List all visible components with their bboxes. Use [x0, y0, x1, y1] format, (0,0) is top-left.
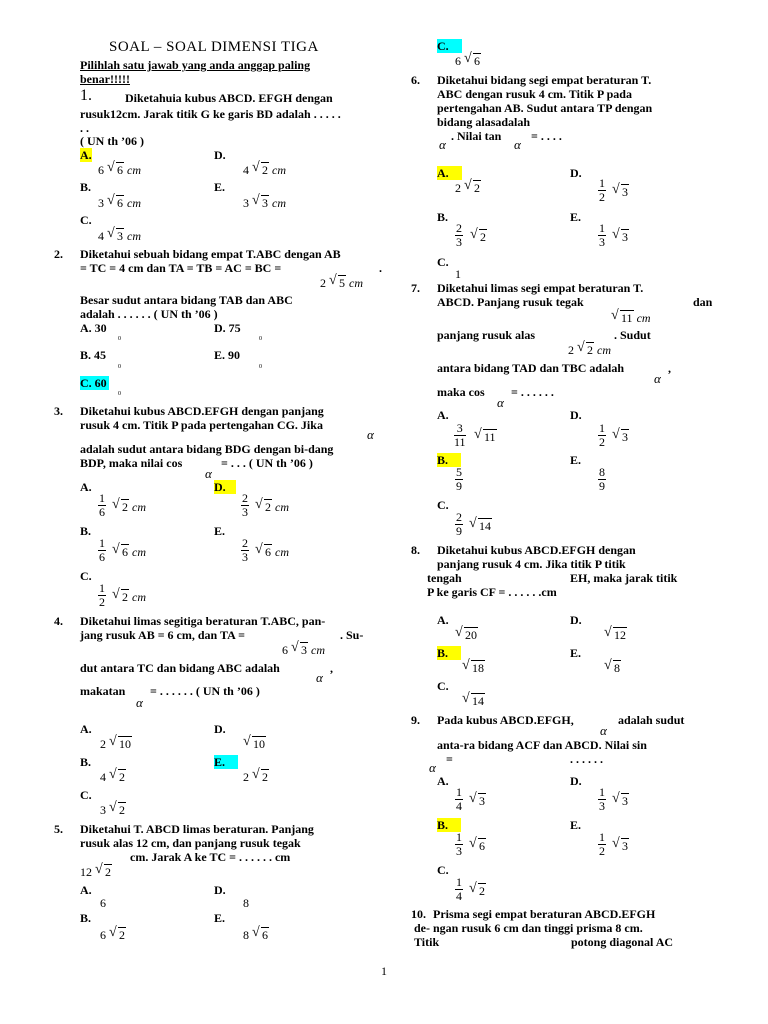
q3-option-c-fraction: 1 2 [99, 581, 105, 609]
q1-option-d-value: 4 √ 2 cm [243, 163, 286, 177]
q5-option-e-label: E. [214, 911, 226, 925]
q1-option-c-label: C. [80, 213, 92, 227]
q7-line-2: ABCD. Panjang rusuk tegak [437, 295, 584, 309]
q1-line-4: ( UN th ’06 ) [80, 134, 144, 148]
q4-option-d-label: D. [214, 722, 226, 736]
q3-line-1: Diketahui kubus ABCD.EFGH dengan panjang [80, 404, 324, 418]
q3-option-d-fraction: 2 3 [242, 491, 248, 519]
q2-line-1: Diketahui sebuah bidang empat T.ABC dengan AB [80, 247, 341, 261]
q9-line-1-end: adalah sudut [618, 713, 685, 727]
q1-line-1: Diketahuia kubus ABCD. EFGH dengan [125, 91, 333, 105]
q8-option-b-value: √ 18 [462, 661, 485, 675]
q4-option-b-label: B. [80, 755, 92, 769]
q10-line-2: de- ngan rusuk 6 cm dan tinggi prisma 8 cm. [414, 921, 643, 935]
q7-line-1: Diketahui limas segi empat beraturan T. [437, 281, 644, 295]
q2-number: 2. [54, 247, 63, 261]
q9-line-1: Pada kubus ABCD.EFGH, [437, 713, 574, 727]
q8-line-1: Diketahui kubus ABCD.EFGH dengan [437, 543, 636, 557]
q9-number: 9. [411, 713, 420, 727]
q2-option-e-degree: 0 [259, 364, 262, 370]
q6-option-b-root: √ 2 [470, 230, 487, 244]
q5-math-value: 12 √ 2 [80, 865, 112, 879]
q2-option-c: C. 60 [80, 376, 107, 390]
q7-option-c-label: C. [437, 498, 449, 512]
q5-number: 5. [54, 822, 63, 836]
q10-number: 10. [411, 907, 426, 921]
q3-alpha-1: α [367, 427, 374, 442]
instruction-line-1: Pilihlah satu jawab yang anda anggap paling [80, 58, 311, 72]
q6-alpha-2: α [514, 137, 521, 152]
q8-option-d-label: D. [570, 613, 582, 627]
q6-option-d-label: D. [570, 166, 582, 180]
q8-option-e-value: √ 8 [604, 661, 621, 675]
q7-option-e-label: E. [570, 453, 582, 467]
q5-option-b-value: 6 √ 2 [100, 928, 126, 942]
q3-line-3: adalah sudut antara bidang BDG dengan bi-dang [80, 442, 334, 456]
q7-option-e-fraction: 8 9 [599, 465, 605, 493]
q6-option-d-fraction: 1 2 [599, 176, 605, 204]
q8-option-e-label: E. [570, 646, 582, 660]
q4-alpha-2: α [136, 695, 143, 710]
q5-option-c-label: C. [437, 39, 462, 53]
q2-math-value: 2 √ 5 cm [320, 276, 363, 290]
q10-line-3b: potong diagonal AC [571, 935, 674, 949]
q4-option-a-label: A. [80, 722, 92, 736]
q4-line-4: makatan [80, 684, 126, 698]
q9-option-b-root: √ 6 [469, 839, 486, 853]
q9-option-a-label: A. [437, 774, 449, 788]
q6-option-d-root: √ 3 [612, 185, 629, 199]
q7-option-d-fraction: 1 2 [599, 421, 605, 449]
q9-option-e-fraction: 1 2 [599, 830, 605, 858]
q9-line-2: anta-ra bidang ACF dan ABCD. Nilai sin [437, 738, 647, 752]
q1-option-a-value: 6 √ 6 cm [98, 163, 141, 177]
q2-line-2-end: . [379, 261, 382, 275]
q6-option-e-fraction: 1 3 [599, 221, 605, 249]
q3-option-a-fraction: 1 6 [99, 491, 105, 519]
q1-line-2: rusuk12cm. Jarak titik G ke garis BD adalah . . . . . [80, 107, 341, 121]
q7-line-4: antara bidang TAD dan TBC adalah [437, 361, 625, 375]
q1-option-e-value: 3 √ 3 cm [243, 196, 286, 210]
q6-option-a-label: A. [437, 166, 462, 180]
q2-option-d-degree: 0 [259, 336, 262, 342]
q9-option-d-root: √ 3 [612, 794, 629, 808]
q9-alpha-1: α [600, 723, 607, 738]
q3-option-c-label: C. [80, 569, 92, 583]
q7-line-4-end: , [668, 361, 671, 375]
q3-line-4: BDP, maka nilai cos [80, 456, 183, 470]
q5-option-b-label: B. [80, 911, 92, 925]
q10-line-1: Prisma segi empat beraturan ABCD.EFGH [433, 907, 656, 921]
q5-option-d-value: 8 [243, 896, 249, 910]
instruction-line-2: benar!!!!! [80, 72, 130, 86]
q3-option-d-root: √ 2 cm [255, 500, 289, 514]
q7-alpha-1: α [654, 371, 661, 386]
q8-option-a-label: A. [437, 613, 449, 627]
q7-math-1: √ 11 cm [611, 311, 651, 325]
q8-line-3b: EH, maka jarak titik [570, 571, 678, 585]
q1-number: 1. [80, 87, 92, 104]
q5-line-3: cm. Jarak A ke TC = . . . . . . cm [130, 850, 291, 864]
q3-option-c-root: √ 2 cm [112, 590, 146, 604]
q2-line-2: = TC = 4 cm dan TA = TB = AC = BC = [80, 261, 282, 275]
q3-option-b-label: B. [80, 524, 92, 538]
q2-line-4: adalah . . . . . . ( UN th ’06 ) [80, 307, 218, 321]
q3-option-a-root: √ 2 cm [112, 500, 146, 514]
q4-option-b-value: 4 √ 2 [100, 770, 126, 784]
q3-option-e-root: √ 6 cm [255, 545, 289, 559]
q8-option-c-value: √ 14 [462, 694, 485, 708]
q4-option-e-value: 2 √ 2 [243, 770, 269, 784]
q6-option-e-label: E. [570, 210, 582, 224]
q6-number: 6. [411, 73, 420, 87]
q8-line-3a: tengah [427, 571, 462, 585]
q8-line-2: panjang rusuk 4 cm. Jika titik P titik [437, 557, 626, 571]
q4-line-4-end: = . . . . . . ( UN th ’06 ) [150, 684, 260, 698]
q9-option-c-root: √ 2 [469, 884, 486, 898]
q9-option-d-fraction: 1 3 [599, 785, 605, 813]
q4-number: 4. [54, 614, 63, 628]
q8-option-a-value: √ 20 [455, 628, 478, 642]
q6-line-4: bidang alasadalah [437, 115, 531, 129]
page-title: SOAL – SOAL DIMENSI TIGA [109, 39, 319, 55]
q4-alpha-1: α [316, 670, 323, 685]
q10-line-3a: Titik [414, 935, 440, 949]
q9-option-e-root: √ 3 [612, 839, 629, 853]
q9-option-d-label: D. [570, 774, 582, 788]
q7-alpha-2: α [497, 395, 504, 410]
q3-option-e-label: E. [214, 524, 226, 538]
q7-option-c-fraction: 2 9 [456, 510, 462, 538]
q2-option-b-degree: 0 [118, 364, 121, 370]
q2-option-a: A. 30 [80, 321, 107, 335]
q6-alpha-1: α [439, 137, 446, 152]
q9-line-3: = [446, 752, 453, 766]
q4-math-value: 6 √ 3 cm [282, 643, 325, 657]
q6-option-b-fraction: 2 3 [456, 221, 462, 249]
q7-option-a-fraction: 3 11 [454, 421, 466, 449]
q8-number: 8. [411, 543, 420, 557]
q7-option-b-label: B. [437, 453, 461, 467]
q7-option-d-label: D. [570, 408, 582, 422]
q1-option-b-value: 3 √ 6 cm [98, 196, 141, 210]
q7-line-5-end: = . . . . . . [511, 385, 554, 399]
q6-line-5: . Nilai tan [451, 129, 502, 143]
q2-line-3: Besar sudut antara bidang TAB dan ABC [80, 293, 293, 307]
q7-line-2-end: dan [693, 295, 713, 309]
q1-option-b-label: B. [80, 180, 92, 194]
q3-line-2: rusuk 4 cm. Titik P pada pertengahan CG. Jika [80, 418, 323, 432]
q7-option-c-root: √ 14 [469, 519, 492, 533]
q9-line-3-end: . . . . . . [570, 752, 603, 766]
q5-line-1: Diketahui T. ABCD limas beraturan. Panjang [80, 822, 314, 836]
q5-line-2: rusuk alas 12 cm, dan panjang rusuk tegak [80, 836, 301, 850]
q3-option-d-label: D. [214, 480, 236, 494]
q7-line-3-end: . Sudut [614, 328, 651, 342]
q7-option-d-root: √ 3 [612, 430, 629, 444]
q4-option-c-label: C. [80, 788, 92, 802]
q4-option-a-value: 2 √ 10 [100, 737, 132, 751]
q7-line-5: maka cos [437, 385, 485, 399]
q6-option-a-value: 2 √ 2 [455, 181, 481, 195]
q2-option-b: B. 45 [80, 348, 107, 362]
q1-line-3: . . [80, 121, 89, 135]
q7-option-b-fraction: 5 9 [456, 465, 462, 493]
q8-line-4: P ke garis CF = . . . . . .cm [427, 585, 557, 599]
q1-option-e-label: E. [214, 180, 226, 194]
q7-line-3: panjang rusuk alas [437, 328, 536, 342]
q2-option-a-degree: 0 [118, 336, 121, 342]
q4-option-e-label: E. [214, 755, 238, 769]
q7-number: 7. [411, 281, 420, 295]
q9-option-b-fraction: 1 3 [456, 830, 462, 858]
q9-option-c-fraction: 1 4 [456, 875, 462, 903]
q2-option-e: E. 90 [214, 348, 241, 362]
q6-option-e-root: √ 3 [612, 230, 629, 244]
q6-option-c-label: C. [437, 255, 449, 269]
q5-option-e-value: 8 √ 6 [243, 928, 269, 942]
q6-option-b-label: B. [437, 210, 449, 224]
q4-line-2: jang rusuk AB = 6 cm, dan TA = [80, 628, 245, 642]
q4-option-d-value: √ 10 [243, 737, 266, 751]
q6-line-1: Diketahui bidang segi empat beraturan T. [437, 73, 652, 87]
q1-option-c-value: 4 √ 3 cm [98, 229, 141, 243]
q4-option-c-value: 3 √ 2 [100, 803, 126, 817]
q4-line-2-end: . Su- [340, 628, 364, 642]
q3-option-e-fraction: 2 3 [242, 536, 248, 564]
q3-option-b-root: √ 6 cm [112, 545, 146, 559]
q9-alpha-2: α [429, 760, 436, 775]
q9-option-a-root: √ 3 [469, 794, 486, 808]
q7-option-a-root: √ 11 [474, 430, 497, 444]
q5-option-c-value: 6 √ 6 [455, 54, 481, 68]
q3-alpha-2: α [205, 466, 212, 481]
q6-line-3: pertengahan AB. Sudut antara TP dengan [437, 101, 653, 115]
q2-option-c-degree: 0 [118, 391, 121, 397]
q1-option-a-label: A. [80, 148, 92, 162]
q6-option-c-value: 1 [455, 267, 461, 281]
q9-option-c-label: C. [437, 863, 449, 877]
page-number: 1 [381, 964, 387, 978]
q3-option-b-fraction: 1 6 [99, 536, 105, 564]
q5-option-a-label: A. [80, 883, 92, 897]
q5-option-a-value: 6 [100, 896, 106, 910]
q4-line-3-end: , [330, 661, 333, 675]
q2-option-d: D. 75 [214, 321, 241, 335]
q3-number: 3. [54, 404, 63, 418]
q5-option-d-label: D. [214, 883, 226, 897]
q9-option-e-label: E. [570, 818, 582, 832]
q8-option-b-label: B. [437, 646, 461, 660]
q8-option-d-value: √ 12 [604, 628, 627, 642]
q4-line-1: Diketahui limas segitiga beraturan T.ABC, pan- [80, 614, 326, 628]
q6-line-2: ABC dengan rusuk 4 cm. Titik P pada [437, 87, 632, 101]
q9-option-b-label: B. [437, 818, 461, 832]
q7-option-a-label: A. [437, 408, 449, 422]
q6-line-5-end: = . . . . [531, 129, 562, 143]
q1-option-d-label: D. [214, 148, 226, 162]
q7-math-2: 2 √ 2 cm [568, 343, 611, 357]
q3-line-4-end: = . . . ( UN th ’06 ) [221, 456, 313, 470]
q3-option-a-label: A. [80, 480, 92, 494]
q9-option-a-fraction: 1 4 [456, 785, 462, 813]
q4-line-3: dut antara TC dan bidang ABC adalah [80, 661, 280, 675]
q8-option-c-label: C. [437, 679, 449, 693]
